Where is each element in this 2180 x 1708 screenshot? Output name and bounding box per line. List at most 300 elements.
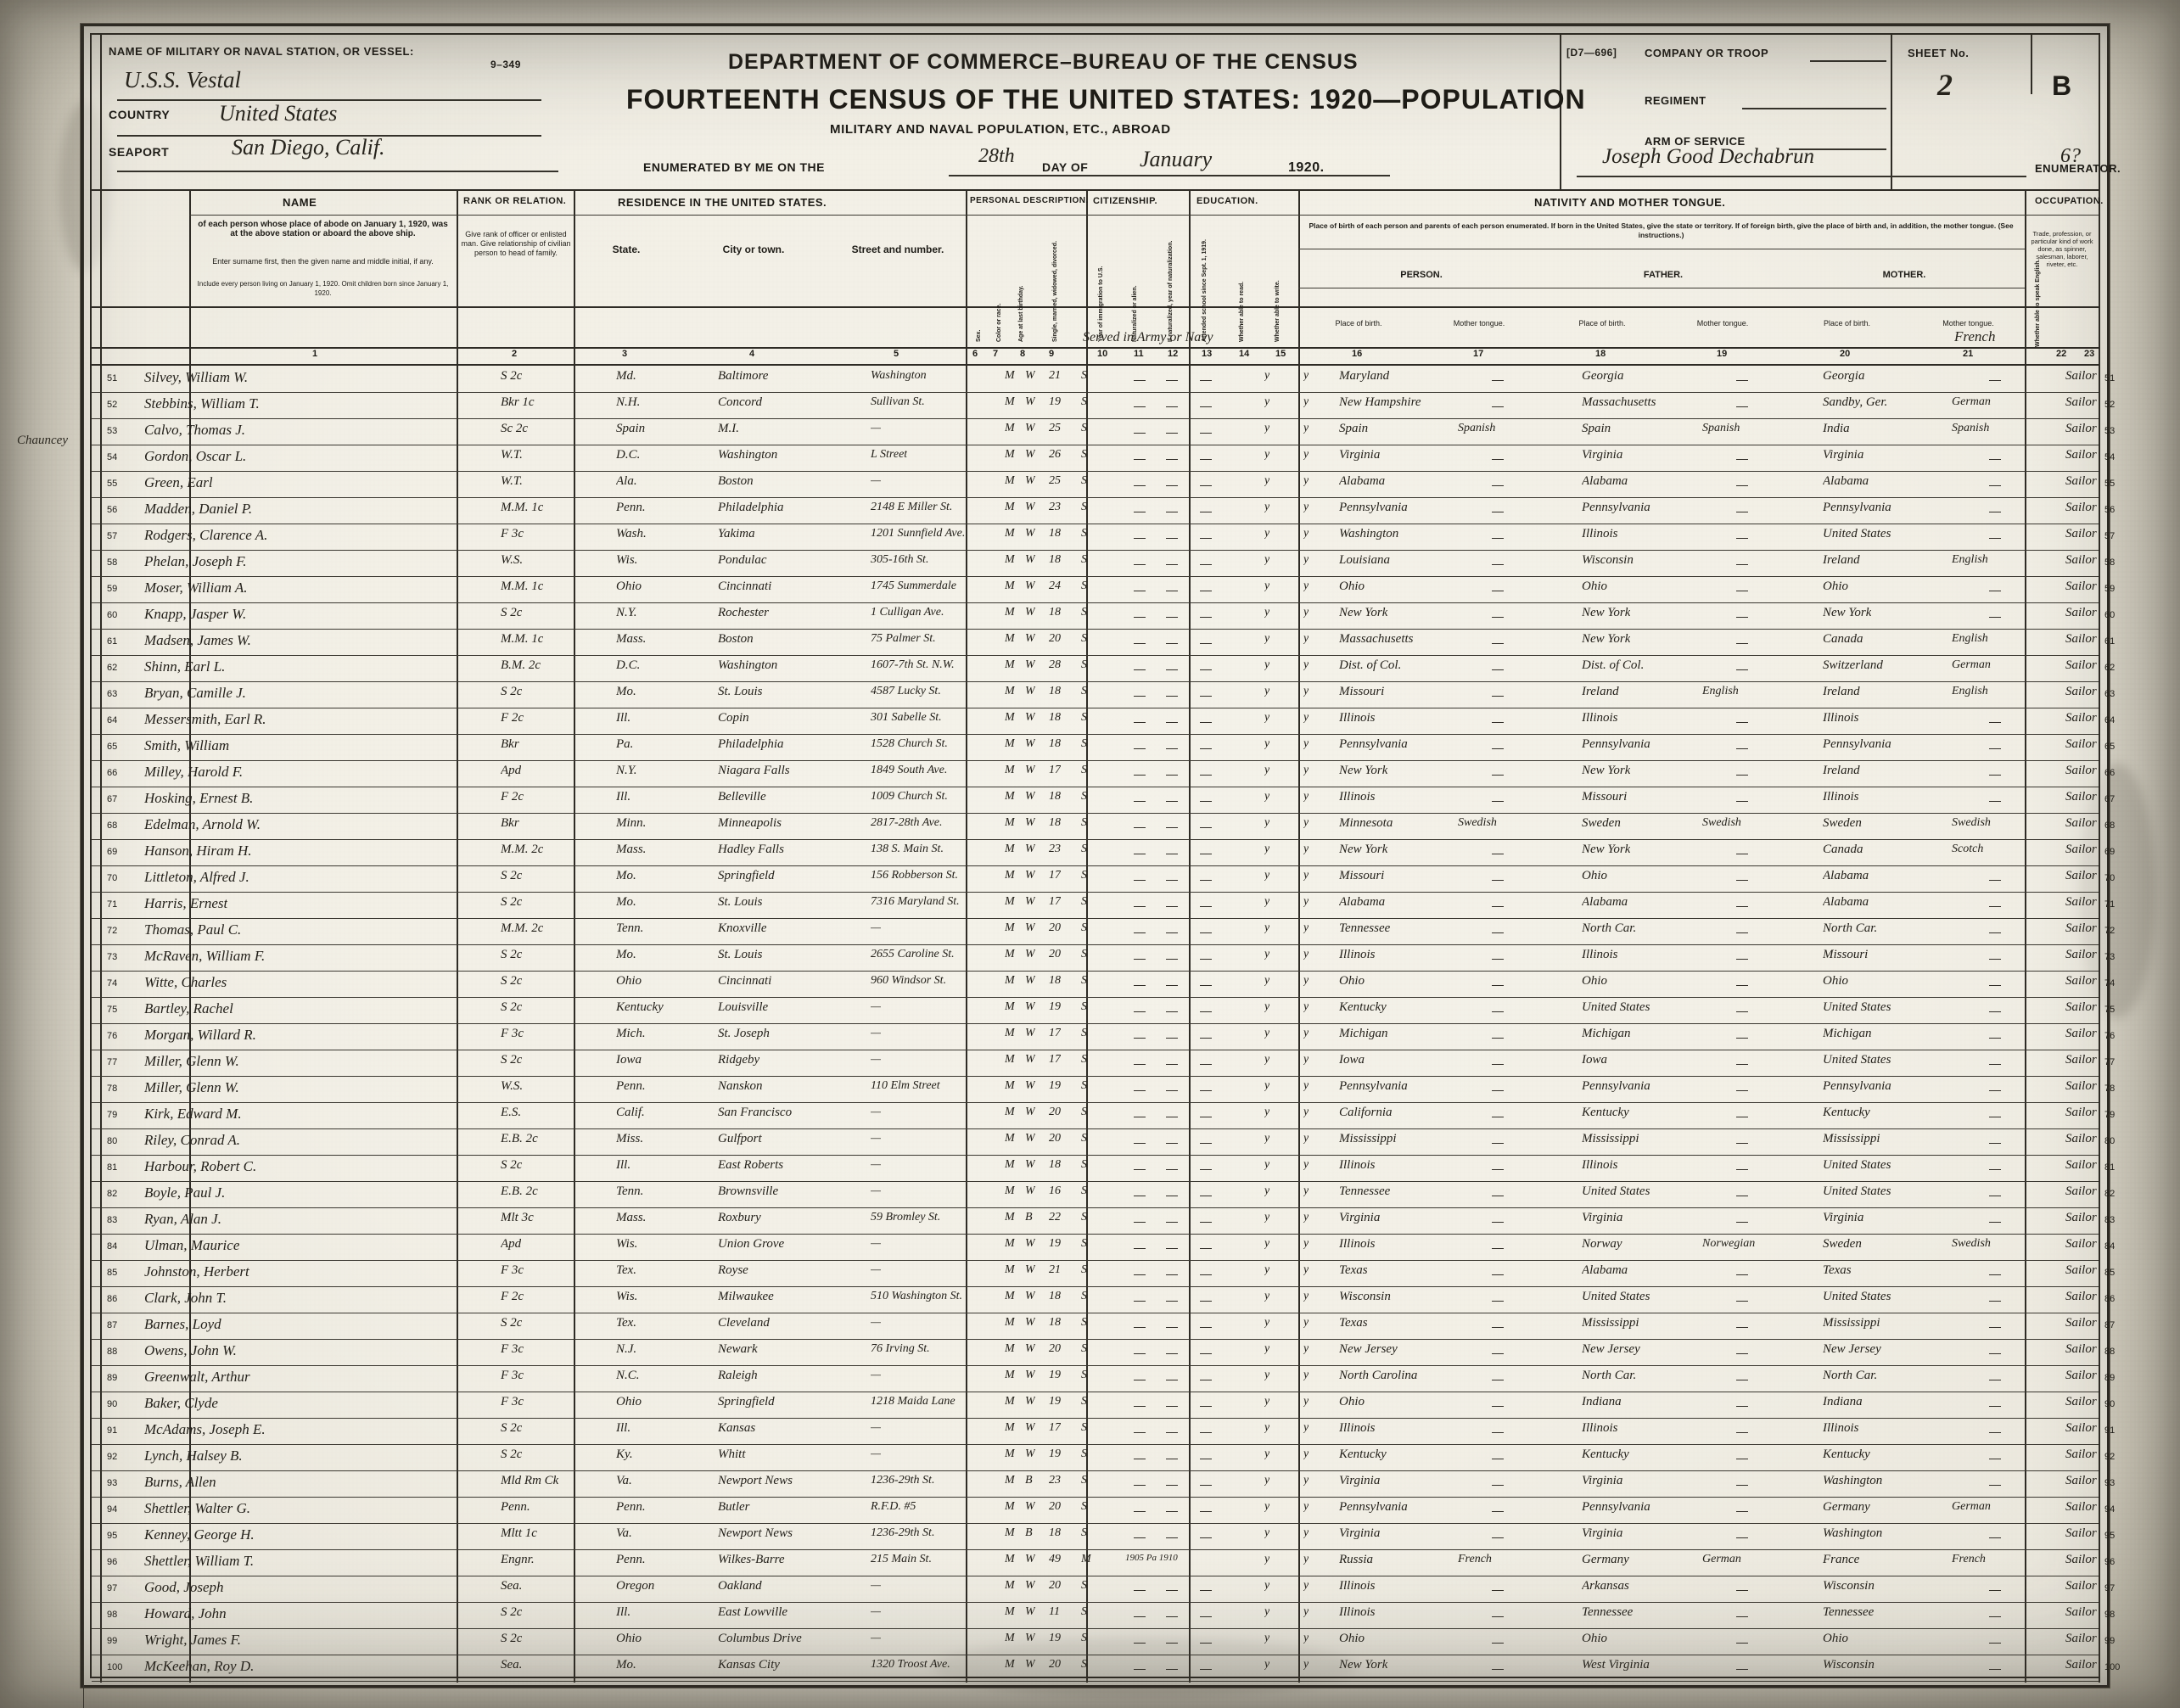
blank-dash: — [1492,1635,1504,1649]
cell-street: 215 Main St. [871,1553,932,1565]
blank-dash: — [1200,977,1212,991]
blank-dash: — [1989,1451,2001,1464]
cell-age: 18 [1049,790,1061,803]
cell-occ: Sailor [2065,764,2097,777]
cell-age: 19 [1049,1369,1061,1381]
cell-age: 20 [1049,1342,1061,1355]
blank-dash: — [1134,372,1146,386]
cell-sex: M [1005,1106,1015,1118]
blank-dash: — [1492,741,1504,754]
row-line-number-right: 89 [2104,1373,2116,1383]
cell-birth: Illinois [1339,1605,1376,1619]
row-divider [92,1128,2099,1129]
cell-color: W [1025,527,1035,540]
row-divider [92,1260,2099,1261]
cell-occ: Sailor [2065,921,2097,935]
row-divider [92,839,2099,840]
blank-dash: — [1736,1372,1748,1386]
row-line-number-right: 76 [2104,1031,2116,1041]
row-divider [92,918,2099,919]
cell-eng: y [1264,1290,1270,1302]
cell-sex: M [1005,895,1015,908]
cell-age: 21 [1049,1263,1061,1276]
colnum-4: 4 [749,349,755,359]
cell-state: Ohio [616,1632,642,1645]
cell-street: 510 Washington St. [871,1290,962,1302]
blank-dash: — [1736,1530,1748,1543]
cell-birth: Maryland [1339,369,1390,383]
blank-dash: — [1200,1609,1212,1622]
cell-city: East Lowville [718,1605,788,1619]
cell-occ: Sailor [2065,658,2097,672]
blank-dash: — [1736,1504,1748,1517]
cell-sex: M [1005,1053,1015,1066]
cell-eng: y [1264,1053,1270,1066]
row-divider [92,550,2099,551]
cell-rank: F 3c [501,527,524,540]
row-line-number: 57 [107,531,118,541]
cell-rank: S 2c [501,869,523,882]
cell-name: Madden, Daniel P. [144,501,253,517]
cell-rw: y [1303,1632,1309,1644]
cell-sex: M [1005,658,1015,671]
cell-mbirth: Ireland [1823,685,1860,698]
cell-mbirth: Texas [1823,1263,1852,1277]
row-divider [92,1523,2099,1524]
row-divider [92,1234,2099,1235]
cell-mbirth: Virginia [1823,1211,1864,1224]
blank-dash: — [1200,1083,1212,1096]
blank-dash: — [1989,1661,2001,1675]
blank-dash: — [1492,1188,1504,1201]
blank-dash: — [1989,1530,2001,1543]
blank-dash: — [1989,1609,2001,1622]
blank-dash: — [1736,609,1748,623]
row-line-number-right: 69 [2104,847,2116,857]
cell-birth: New York [1339,1658,1388,1672]
cell-city: M.I. [718,422,739,435]
cell-eng: y [1264,1000,1270,1013]
cell-eng: y [1264,737,1270,750]
row-line-number-right: 56 [2104,505,2116,515]
cell-city: St. Joseph [718,1027,770,1040]
blank-dash: — [1989,583,2001,596]
blank-dash: — [1989,1056,2001,1070]
blank-dash: — [1200,504,1212,518]
cell-age: 20 [1049,921,1061,934]
row-divider [92,1023,2099,1024]
cell-city: Raleigh [718,1369,758,1382]
cell-name: Phelan, Joseph F. [144,553,247,569]
cell-state: Ohio [616,974,642,988]
cell-birth: Kentucky [1339,1448,1387,1461]
blank-dash: — [1166,1661,1178,1675]
cell-name: Messersmith, Earl R. [144,711,266,727]
blank-dash: — [1989,1346,2001,1359]
cell-sex: M [1005,501,1015,513]
blank-dash: — [1736,1135,1748,1149]
cell-fbirth: Pennsylvania [1582,1079,1650,1093]
row-divider [92,1207,2099,1208]
cell-sex: M [1005,1395,1015,1408]
row-line-number-right: 58 [2104,557,2116,568]
cell-state: N.C. [616,1369,640,1382]
row-divider [92,760,2099,761]
cell-birth: Illinois [1339,711,1376,725]
blank-dash: — [1200,951,1212,965]
cell-ms: S [1081,1342,1087,1355]
cell-fbirth: Virginia [1582,1211,1623,1224]
row-divider [92,629,2099,630]
cell-ms: S [1081,1448,1087,1460]
row-divider [92,1549,2099,1550]
blank-dash: — [1492,1661,1504,1675]
cell-ms: S [1081,948,1087,960]
cell-color: W [1025,711,1035,724]
cell-ftongue: Spanish [1702,422,1740,434]
row-line-number-right: 64 [2104,715,2116,725]
cell-occ: Sailor [2065,895,2097,909]
cell-birth: California [1339,1106,1393,1119]
row-line-number: 55 [107,479,118,489]
cell-age: 18 [1049,1158,1061,1171]
row-divider [92,813,2099,814]
cell-occ: Sailor [2065,501,2097,514]
blank-dash: — [1166,1398,1178,1412]
cell-birth: Illinois [1339,948,1376,961]
pob-father: Place of birth. [1578,319,1626,328]
cell-birth: Ohio [1339,1632,1365,1645]
cell-ms: S [1081,921,1087,934]
blank-dash: — [1166,899,1178,912]
cell-ptongue: Swedish [1458,816,1497,829]
cell-fbirth: Ohio [1582,869,1607,882]
cell-name: Boyle, Paul J. [144,1184,226,1201]
blank-dash: — [1166,372,1178,386]
blank-dash: — [1492,1319,1504,1333]
cell-age: 20 [1049,1658,1061,1671]
cell-street: 1528 Church St. [871,737,948,750]
cell-occ: Sailor [2065,632,2097,646]
row-line-number: 91 [107,1425,118,1436]
blank-dash: — [1989,1083,2001,1096]
cell-state: D.C. [616,448,641,462]
cell-color: W [1025,1605,1035,1618]
cell-rw: y [1303,1158,1309,1171]
cell-fbirth: Alabama [1582,474,1628,488]
cell-rank: S 2c [501,974,523,988]
row-line-number: 59 [107,584,118,594]
cell-ms: S [1081,448,1087,461]
row-line-number-right: 94 [2104,1504,2116,1515]
cell-birth: Missouri [1339,685,1385,698]
cell-city: Kansas City [718,1658,780,1672]
blank-dash: — [1492,557,1504,570]
blank-dash: — [1200,1135,1212,1149]
cell-sex: M [1005,1526,1015,1539]
cell-color: W [1025,658,1035,671]
cell-birth: New Hampshire [1339,395,1421,409]
blank-dash: — [1492,1083,1504,1096]
blank-dash: — [1200,609,1212,623]
blank-dash: — [1134,793,1146,807]
cell-ms: S [1081,1184,1087,1197]
cell-ms: S [1081,369,1087,382]
nativity-desc: Place of birth of each person and parents of each person enumerated. If born in the United States, give the state or territory. If of foreign birth, give the place of birth and, in addition, the mother tongue. (See instructions.) [1309,221,2014,239]
cell-eng: y [1264,527,1270,540]
blank-dash: — [1200,557,1212,570]
cell-fbirth: Ireland [1582,685,1619,698]
cell-ms: S [1081,422,1087,434]
row-line-number-right: 57 [2104,531,2116,541]
blank-dash: — [1134,846,1146,860]
blank-dash: — [1134,1135,1146,1149]
cell-rw: y [1303,1369,1309,1381]
row-line-number-right: 63 [2104,689,2116,699]
cell-name: Ulman, Maurice [144,1237,240,1253]
cell-city: San Francisco [718,1106,793,1119]
cell-color: W [1025,1579,1035,1592]
cell-ms: S [1081,1526,1087,1539]
blank-dash: — [1736,530,1748,544]
row-line-number: 100 [107,1662,123,1672]
row-line-number: 76 [107,1031,118,1041]
cell-state: D.C. [616,658,641,672]
cell-birth: New York [1339,764,1388,777]
cell-city: Columbus Drive [718,1632,802,1645]
cell-city: East Roberts [718,1158,784,1172]
cell-city: Springfield [718,1395,775,1408]
colnum-20: 20 [1840,349,1851,359]
cell-birth: Illinois [1339,1421,1376,1435]
cell-sex: M [1005,921,1015,934]
cell-mbirth: United States [1823,1000,1891,1014]
cell-rw: y [1303,553,1309,566]
cell-fbirth: Spain [1582,422,1611,435]
cell-ms: S [1081,1158,1087,1171]
blank-dash: — [1492,372,1504,386]
blank-dash: — [1166,688,1178,702]
cell-birth: Washington [1339,527,1399,540]
cell-mbirth: Sandby, Ger. [1823,395,1888,409]
cell-age: 20 [1049,1132,1061,1145]
enumerator-label: ENUMERATOR. [2035,162,2121,175]
cell-sex: M [1005,580,1015,592]
colnum-1: 1 [312,349,318,359]
cell-rank: W.S. [501,553,524,567]
cell-color: W [1025,474,1035,487]
blank-dash: — [1989,1372,2001,1386]
cell-ms: S [1081,1027,1087,1039]
cell-state: Mich. [616,1027,646,1040]
blank-dash: — [1166,714,1178,728]
cell-name: Silvey, William W. [144,369,249,385]
cell-state: Ky. [616,1448,633,1461]
blank-dash: — [1200,1398,1212,1412]
group-personal-label: PERSONAL DESCRIPTION. [970,196,1089,205]
cell-occ: Sailor [2065,1579,2097,1593]
cell-street: 2817-28th Ave. [871,816,943,829]
blank-dash: — [1134,1056,1146,1070]
cell-rank: W.T. [501,448,523,462]
cell-fbirth: United States [1582,1184,1650,1198]
side-note: Chauncey [17,434,68,447]
cell-mbirth: Canada [1823,843,1863,856]
cell-mbirth: United States [1823,527,1891,540]
blank-dash: — [1736,1425,1748,1438]
row-line-number: 95 [107,1531,118,1541]
cell-rank: F 3c [501,1342,524,1356]
cell-age: 20 [1049,632,1061,645]
cell-rw: y [1303,921,1309,934]
cell-rw: y [1303,606,1309,619]
cell-sex: M [1005,1184,1015,1197]
colnum-16: 16 [1352,349,1363,359]
blank-dash: — [1492,1609,1504,1622]
cell-birth: Missouri [1339,869,1385,882]
cell-fbirth: Illinois [1582,711,1618,725]
cell-eng: y [1264,1395,1270,1408]
cell-ms: S [1081,1369,1087,1381]
cell-mbirth: Mississippi [1823,1132,1880,1145]
cell-state: Va. [616,1474,632,1487]
cell-state: Calif. [616,1106,645,1119]
row-line-number-right: 93 [2104,1478,2116,1488]
city-header: City or town. [722,244,785,255]
cell-birth: Louisiana [1339,553,1391,567]
cell-mbirth: France [1823,1553,1860,1566]
cell-mbirth: Washington [1823,1474,1883,1487]
colnum-14: 14 [1239,349,1250,359]
cell-rank: W.S. [501,1079,524,1093]
cell-color: W [1025,1106,1035,1118]
cell-occ: Sailor [2065,553,2097,567]
cell-rw: y [1303,816,1309,829]
cell-name: McRaven, William F. [144,948,266,964]
blank-dash: — [1166,478,1178,491]
cell-mbirth: Ohio [1823,974,1848,988]
cell-sex: M [1005,1290,1015,1302]
row-divider [92,1286,2099,1287]
cell-eng: y [1264,1421,1270,1434]
blank-dash: — [1134,899,1146,912]
cell-eng: y [1264,1237,1270,1250]
cell-name: Bryan, Camille J. [144,685,246,701]
cell-age: 18 [1049,711,1061,724]
cell-street: 305-16th St. [871,553,929,566]
cell-age: 19 [1049,1237,1061,1250]
cell-mbirth: North Car. [1823,921,1878,935]
cell-fbirth: Tennessee [1582,1605,1634,1619]
blank-dash: — [1492,688,1504,702]
cell-fbirth: Georgia [1582,369,1624,383]
cell-mtongue: French [1952,1553,1986,1565]
cell-color: W [1025,369,1035,382]
cell-name: Shettler, William T. [144,1553,255,1569]
cell-birth: Alabama [1339,895,1386,909]
blank-dash: — [1166,1451,1178,1464]
cell-eng: y [1264,448,1270,461]
blank-dash: — [1492,1030,1504,1044]
cell-eng: y [1264,1448,1270,1460]
cell-name: Johnston, Herbert [144,1263,249,1280]
row-line-number-right: 77 [2104,1057,2116,1067]
cell-rank: E.S. [501,1106,522,1119]
cell-color: W [1025,685,1035,697]
blank-dash: — [1736,504,1748,518]
cell-name: Kirk, Edward M. [144,1106,242,1122]
cell-state: Tenn. [616,921,644,935]
row-line-number-right: 91 [2104,1425,2116,1436]
cell-fbirth: New York [1582,606,1631,619]
cell-rw: y [1303,1605,1309,1618]
cell-age: 18 [1049,1526,1061,1539]
mt-father: Mother tongue. [1696,319,1749,328]
cell-city: Rochester [718,606,769,619]
cell-eng: y [1264,1027,1270,1039]
cell-sex: M [1005,1448,1015,1460]
cell-occ: Sailor [2065,422,2097,435]
cell-occ: Sailor [2065,1395,2097,1408]
blank-dash: — [1134,1240,1146,1254]
cell-occ: Sailor [2065,1632,2097,1645]
cell-city: Butler [718,1500,750,1514]
row-line-number: 54 [107,452,118,462]
cell-rw: y [1303,1421,1309,1434]
cell-sex: M [1005,1342,1015,1355]
cell-name: Edelman, Arnold W. [144,816,261,832]
cell-color: W [1025,1132,1035,1145]
cell-occ: Sailor [2065,948,2097,961]
cell-age: 18 [1049,974,1061,987]
blank-dash: — [1200,530,1212,544]
cell-color: W [1025,895,1035,908]
cell-mtongue: Scotch [1952,843,1984,855]
row-line-number-right: 51 [2104,373,2116,384]
colnum-9: 9 [1049,349,1055,359]
cell-name: Littleton, Alfred J. [144,869,249,885]
blank-dash: — [1736,714,1748,728]
row-line-number-right: 90 [2104,1399,2116,1409]
row-line-number-right: 84 [2104,1241,2116,1252]
row-line-number: 67 [107,794,118,804]
row-line-number-right: 85 [2104,1268,2116,1278]
col-attend-school-label: Attended school since Sept. 1, 1919. [1202,239,1208,342]
sheet-letter: B [2052,70,2072,101]
cell-birth: Iowa [1339,1053,1365,1067]
cell-state: Mass. [616,1211,647,1224]
row-line-number: 92 [107,1452,118,1462]
cell-eng: y [1264,1342,1270,1355]
cell-mtongue: German [1952,395,1991,408]
cell-name: Calvo, Thomas J. [144,422,245,438]
blank-dash: — [1200,1451,1212,1464]
mt-person: Mother tongue. [1453,319,1505,328]
blank-dash: — [1200,1004,1212,1017]
cell-birth: Pennsylvania [1339,501,1408,514]
blank-dash: — [1492,1004,1504,1017]
cell-mbirth: Indiana [1823,1395,1863,1408]
cell-age: 18 [1049,553,1061,566]
cell-fbirth: Ohio [1582,974,1607,988]
cell-street: 138 S. Main St. [871,843,944,855]
cell-age: 24 [1049,580,1061,592]
month-value: January [1140,147,1213,171]
blank-dash: — [1989,609,2001,623]
cell-state: N.Y. [616,606,637,619]
cell-sex: M [1005,448,1015,461]
cell-name: Miller, Glenn W. [144,1053,239,1069]
